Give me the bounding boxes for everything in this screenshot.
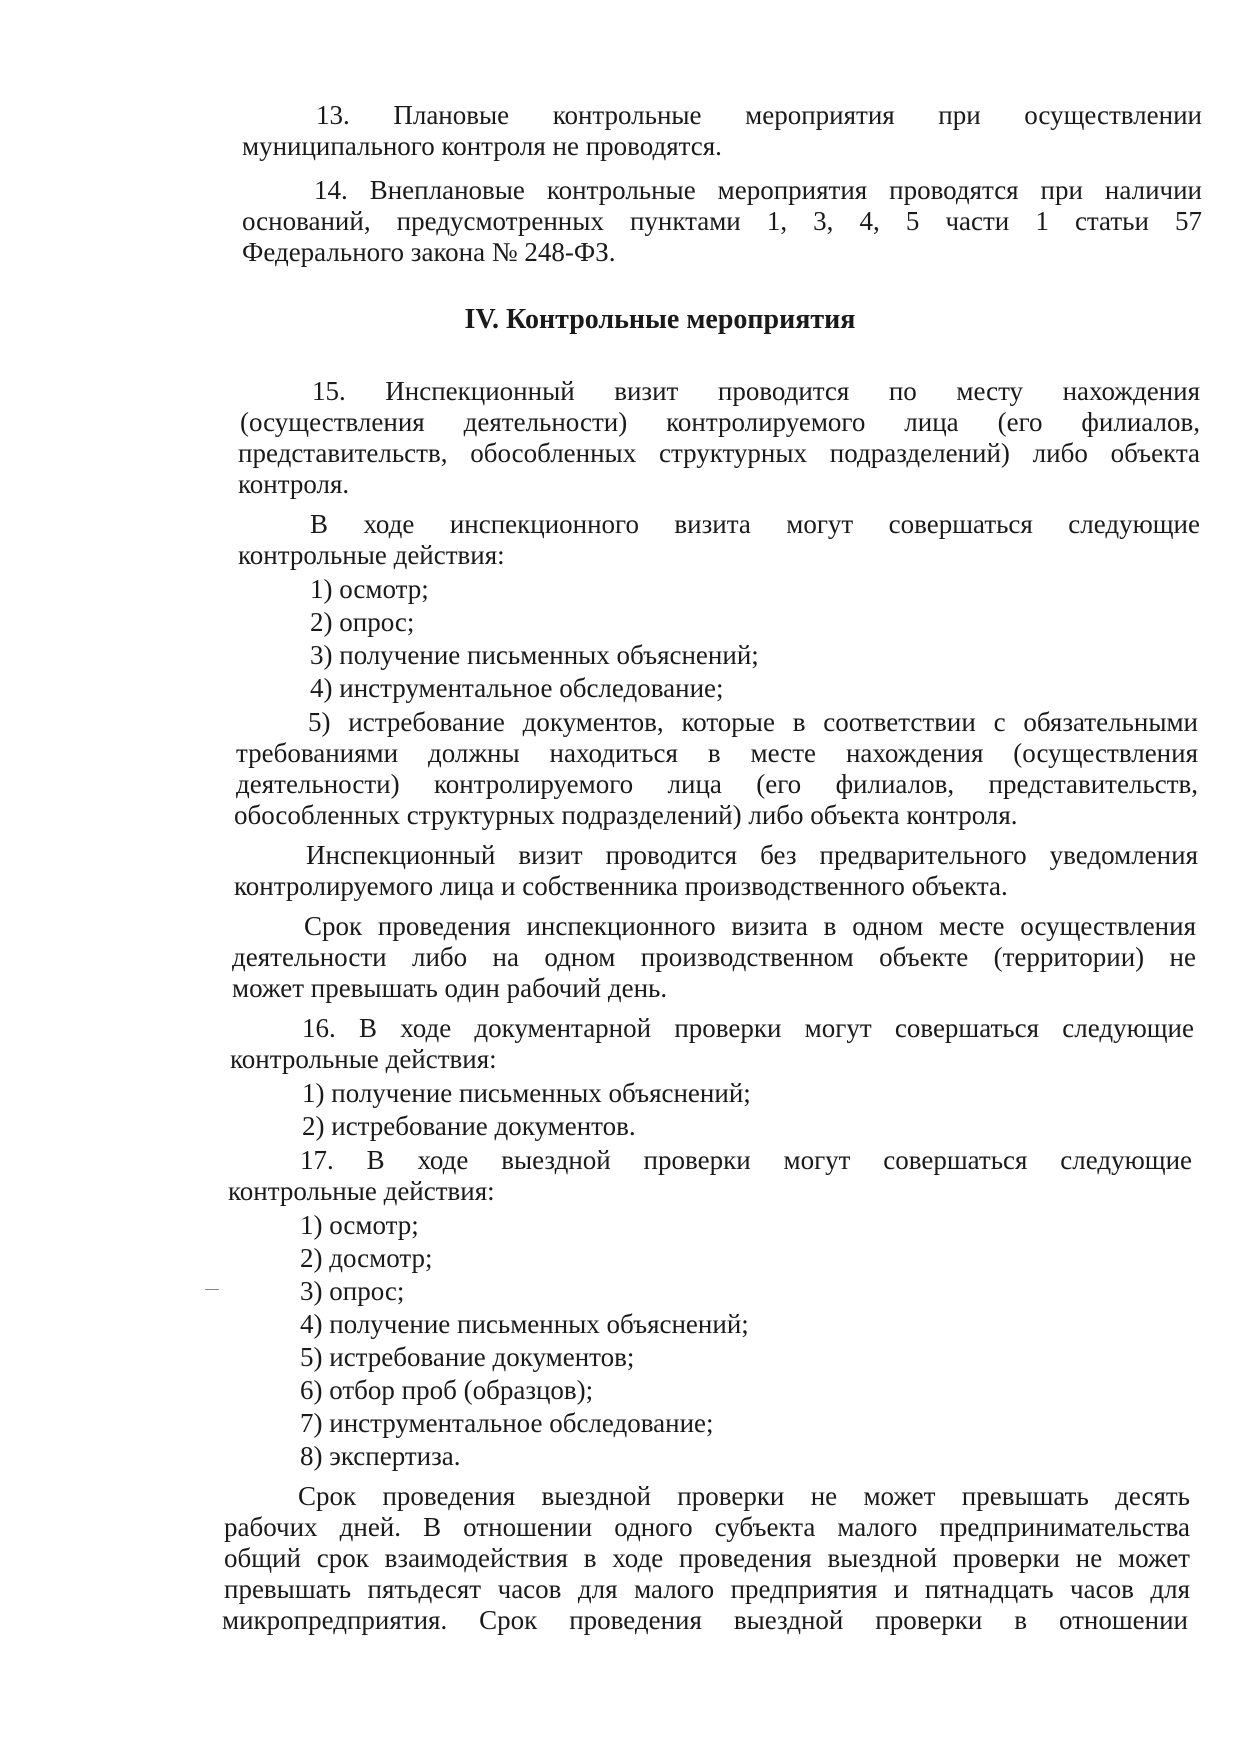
list-item: 3) опрос;	[300, 1276, 405, 1306]
paragraph-15-line-10: Инспекционный визит проводится без предварительного уведомления	[306, 840, 1198, 870]
list-item: 2) истребование документов.	[302, 1111, 636, 1141]
paragraph-15-line-11: контролируемого лица и собственника производственного объекта.	[234, 871, 1008, 901]
paragraph-15-line-8: деятельности) контролируемого лица (его филиалов, представительств,	[236, 769, 1198, 799]
list-item: 8) экспертиза.	[300, 1441, 461, 1471]
list-item: 4) инструментальное обследование;	[310, 673, 724, 703]
paragraph-15-line-6: контрольные действия:	[238, 540, 505, 570]
paragraph-15-line-13: деятельности либо на одном производственном объекте (территории) не	[232, 942, 1196, 972]
list-item: 1) осмотр;	[310, 574, 429, 604]
list-item: 2) досмотр;	[300, 1243, 433, 1273]
paragraph-15-line-2: (осуществления деятельности) контролируемого лица (его филиалов,	[240, 407, 1200, 437]
paragraph-15-line-1: 15. Инспекционный визит проводится по месту нахождения	[312, 376, 1200, 406]
paragraph-14-line-2: оснований, предусмотренных пунктами 1, 3, 4, 5 части 1 статьи 57	[242, 206, 1202, 236]
paragraph-17-line-7: микропредприятия. Срок проведения выездной проверки в отношении	[222, 1605, 1188, 1635]
list-item: 3) получение письменных объяснений;	[310, 640, 759, 670]
paragraph-17-line-5: общий срок взаимодействия в ходе проведения выездной проверки не может	[224, 1543, 1190, 1573]
list-item: 5) истребование документов, которые в соответствии с обязательными	[308, 707, 1198, 737]
paragraph-17-line-3: Срок проведения выездной проверки не может превышать десять	[298, 1481, 1190, 1511]
section-heading: IV. Контрольные мероприятия	[464, 304, 856, 335]
list-item: 6) отбор проб (образцов);	[300, 1375, 594, 1405]
scan-mark	[205, 1289, 219, 1290]
paragraph-17-line-1: 17. В ходе выездной проверки могут совершаться следующие	[300, 1145, 1192, 1175]
paragraph-15-line-7: требованиями должны находиться в месте нахождения (осуществления	[236, 738, 1198, 768]
list-item: 4) получение письменных объяснений;	[300, 1309, 749, 1339]
paragraph-17-line-6: превышать пятьдесят часов для малого предприятия и пятнадцать часов для	[224, 1574, 1190, 1604]
paragraph-14-line-1: 14. Внеплановые контрольные мероприятия проводятся при наличии	[314, 175, 1202, 205]
list-item: 7) инструментальное обследование;	[300, 1408, 714, 1438]
list-item: 1) получение письменных объяснений;	[302, 1078, 751, 1108]
paragraph-13-line-1: 13. Плановые контрольные мероприятия при осуществлении	[316, 100, 1202, 130]
paragraph-15-line-14: может превышать один рабочий день.	[232, 973, 668, 1003]
paragraph-16-line-1: 16. В ходе документарной проверки могут совершаться следующие	[302, 1013, 1194, 1043]
paragraph-16-line-2: контрольные действия:	[230, 1044, 497, 1074]
list-item: 2) опрос;	[310, 607, 415, 637]
paragraph-13-line-2: муниципального контроля не проводятся.	[242, 131, 722, 161]
paragraph-15-line-12: Срок проведения инспекционного визита в одном месте осуществления	[304, 911, 1196, 941]
paragraph-15-line-4: контроля.	[238, 469, 350, 499]
paragraph-17-line-4: рабочих дней. В отношении одного субъекта малого предпринимательства	[224, 1512, 1190, 1542]
paragraph-15-line-5: В ходе инспекционного визита могут совершаться следующие	[310, 509, 1200, 539]
paragraph-17-line-2: контрольные действия:	[228, 1176, 495, 1206]
paragraph-15-line-3: представительств, обособленных структурных подразделений) либо объекта	[238, 438, 1200, 468]
list-item: 1) осмотр;	[300, 1210, 419, 1240]
paragraph-14-line-3: Федерального закона № 248-ФЗ.	[242, 237, 616, 267]
list-item: 5) истребование документов;	[300, 1342, 635, 1372]
paragraph-15-line-9: обособленных структурных подразделений) либо объекта контроля.	[234, 800, 1018, 830]
